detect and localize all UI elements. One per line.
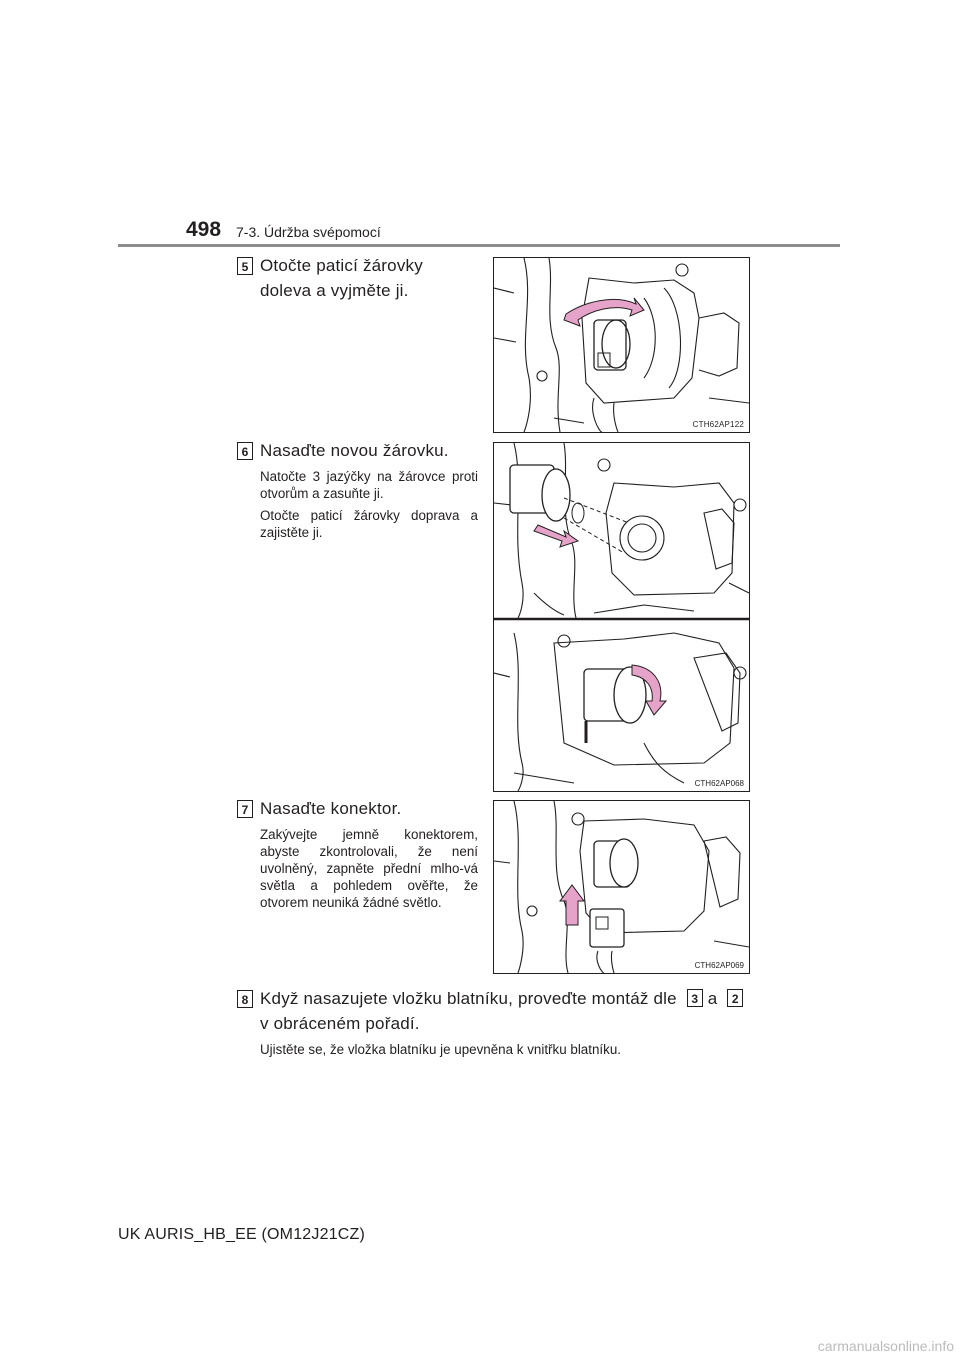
header-rule bbox=[118, 244, 840, 247]
step-6-note-2: Otočte paticí žárovky doprava a zajistěte ji. bbox=[260, 508, 478, 540]
step-8-note-1: Ujistěte se, že vložka blatníku je upevněna k vnitřku blatníku. bbox=[260, 1042, 621, 1057]
step-7-title: Nasaďte konektor. bbox=[260, 799, 402, 818]
step-number-5: 5 bbox=[237, 257, 253, 275]
step-8-title bbox=[260, 986, 750, 1011]
step-6-note-1: Natočte 3 jazýčky na žárovce proti otvorům a zasuňte ji. bbox=[260, 469, 478, 501]
step-7-note-1: Zakývejte jemně konektorem, abyste zkontrolovali, že není uvolněný, zapněte přední mlho-vá světla a pohledem ověřte, že otvorem neuniká žádné světlo. bbox=[260, 827, 478, 910]
step-8-title-after: v obráceném pořadí. bbox=[260, 1014, 420, 1033]
manual-id: UK AURIS_HB_EE (OM12J21CZ) bbox=[118, 1226, 366, 1243]
section-title: 7-3. Údržba svépomocí bbox=[236, 224, 381, 240]
figure-connector bbox=[493, 800, 750, 974]
figure-code-7: CTH62AP069 bbox=[694, 961, 744, 970]
step-number-7: 7 bbox=[237, 800, 253, 818]
step-8-title-before: Když nasazujete vložku blatníku, proveďte montáž dle bbox=[260, 989, 677, 1008]
step-number-6: 6 bbox=[237, 442, 253, 460]
watermark: carmanualsonline.info bbox=[817, 1338, 954, 1354]
step-6-title: Nasaďte novou žárovku. bbox=[260, 441, 449, 460]
step-5-title: Otočte paticí žárovky doleva a vyjměte ji. bbox=[260, 256, 423, 300]
step-ref-2[interactable]: 2 bbox=[727, 989, 743, 1007]
figure-insert-bulb bbox=[493, 442, 750, 792]
figure-code-6: CTH62AP068 bbox=[694, 779, 744, 788]
figure-remove-bulb bbox=[493, 257, 750, 433]
step-8-title-and: a bbox=[707, 989, 718, 1008]
page-number: 498 bbox=[186, 218, 222, 241]
figure-code-5: CTH62AP122 bbox=[692, 420, 744, 429]
step-ref-3[interactable]: 3 bbox=[687, 989, 703, 1007]
step-number-8: 8 bbox=[237, 990, 253, 1008]
